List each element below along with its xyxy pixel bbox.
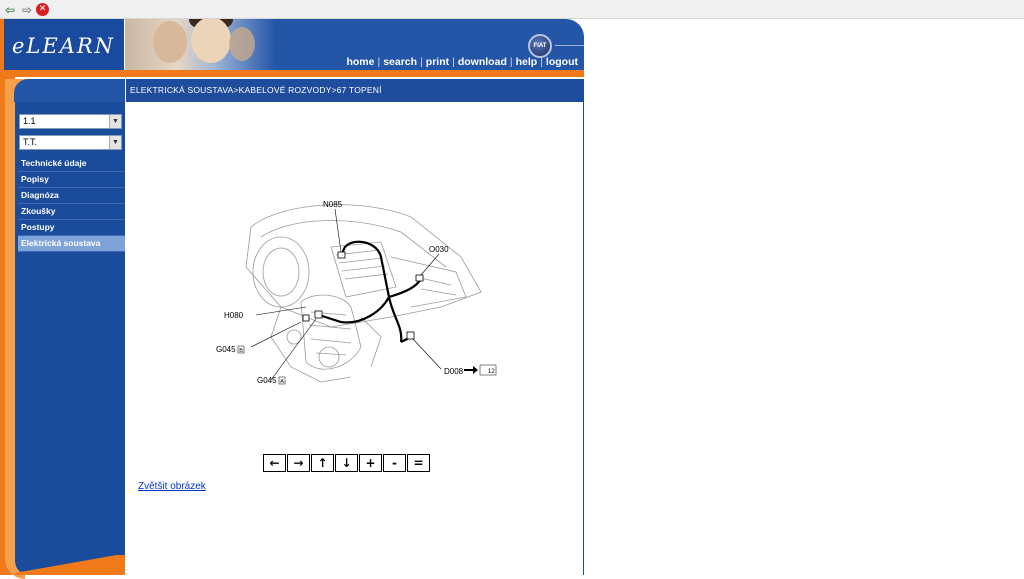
model-select[interactable]: [19, 135, 122, 150]
sidebar-item-diagnoza[interactable]: Diagnóza: [18, 188, 125, 204]
orange-divider: [4, 70, 584, 77]
header: [125, 19, 584, 70]
label-g045a-tag: A: [280, 379, 284, 385]
label-d008: D008: [444, 367, 464, 376]
chevron-down-icon[interactable]: ▼: [109, 136, 121, 149]
label-d008-ref: 12: [488, 369, 495, 375]
pan-right-button[interactable]: →: [287, 454, 310, 472]
breadcrumb-bar: [125, 79, 584, 102]
app-frame: [0, 19, 585, 575]
label-h080: H080: [224, 311, 244, 320]
breadcrumb-corner: [14, 79, 125, 102]
version-select-value: 1.1: [23, 116, 36, 126]
zoom-out-button[interactable]: -: [383, 454, 406, 472]
top-nav: home | search | print | download | help | logout: [346, 56, 578, 68]
label-g045a: G045: [257, 376, 277, 385]
pan-up-button[interactable]: ↑: [311, 454, 334, 472]
pan-down-button[interactable]: ↓: [335, 454, 358, 472]
sidebar-item-elektricka-soustava[interactable]: Elektrická soustava: [18, 236, 125, 252]
stop-icon[interactable]: ✕: [36, 3, 49, 16]
forward-arrow-icon[interactable]: ⇨: [21, 2, 33, 17]
sidebar-bottom-accent: [15, 555, 125, 575]
label-g045b: G045: [216, 345, 236, 354]
back-arrow-icon[interactable]: ⇦: [4, 2, 16, 17]
breadcrumb: ELEKTRICKÁ SOUSTAVA>KABELOVÉ ROZVODY>67 TOPENÍ: [130, 85, 382, 95]
nav-logout[interactable]: logout: [545, 56, 578, 68]
nav-search[interactable]: search: [383, 56, 418, 68]
label-o030: O030: [429, 245, 449, 254]
pan-left-button[interactable]: ←: [263, 454, 286, 472]
nav-print[interactable]: print: [425, 56, 450, 68]
image-toolbar: [263, 454, 430, 472]
label-g045b-tag: B: [239, 348, 243, 354]
chevron-down-icon[interactable]: ▼: [109, 115, 121, 128]
orange-side-strip: [0, 19, 15, 575]
model-select-value: T.T.: [23, 137, 38, 147]
sidebar-item-zkousky[interactable]: Zkoušky: [18, 204, 125, 220]
nav-help[interactable]: help: [515, 56, 538, 68]
browser-toolbar: [0, 0, 1024, 19]
label-n085: N085: [323, 200, 343, 209]
sidebar-item-postupy[interactable]: Postupy: [18, 220, 125, 236]
sidebar-item-technicke-udaje[interactable]: Technické údaje: [18, 156, 125, 172]
reset-zoom-button[interactable]: =: [407, 454, 430, 472]
elearn-logo: [4, 19, 125, 70]
fiat-logo: FIAT: [528, 34, 552, 58]
main-content: [125, 102, 584, 575]
nav-download[interactable]: download: [457, 56, 507, 68]
sidebar-item-popisy[interactable]: Popisy: [18, 172, 125, 188]
wiring-diagram: [211, 197, 501, 407]
sidebar: [15, 102, 125, 575]
version-select[interactable]: [19, 114, 122, 129]
logo-text: eLEARN: [12, 34, 116, 58]
zoom-in-button[interactable]: +: [359, 454, 382, 472]
sidebar-menu: [18, 156, 125, 252]
header-photo: [125, 19, 275, 70]
nav-home[interactable]: home: [346, 56, 375, 68]
enlarge-image-link[interactable]: Zvětšit obrázek: [138, 481, 206, 492]
